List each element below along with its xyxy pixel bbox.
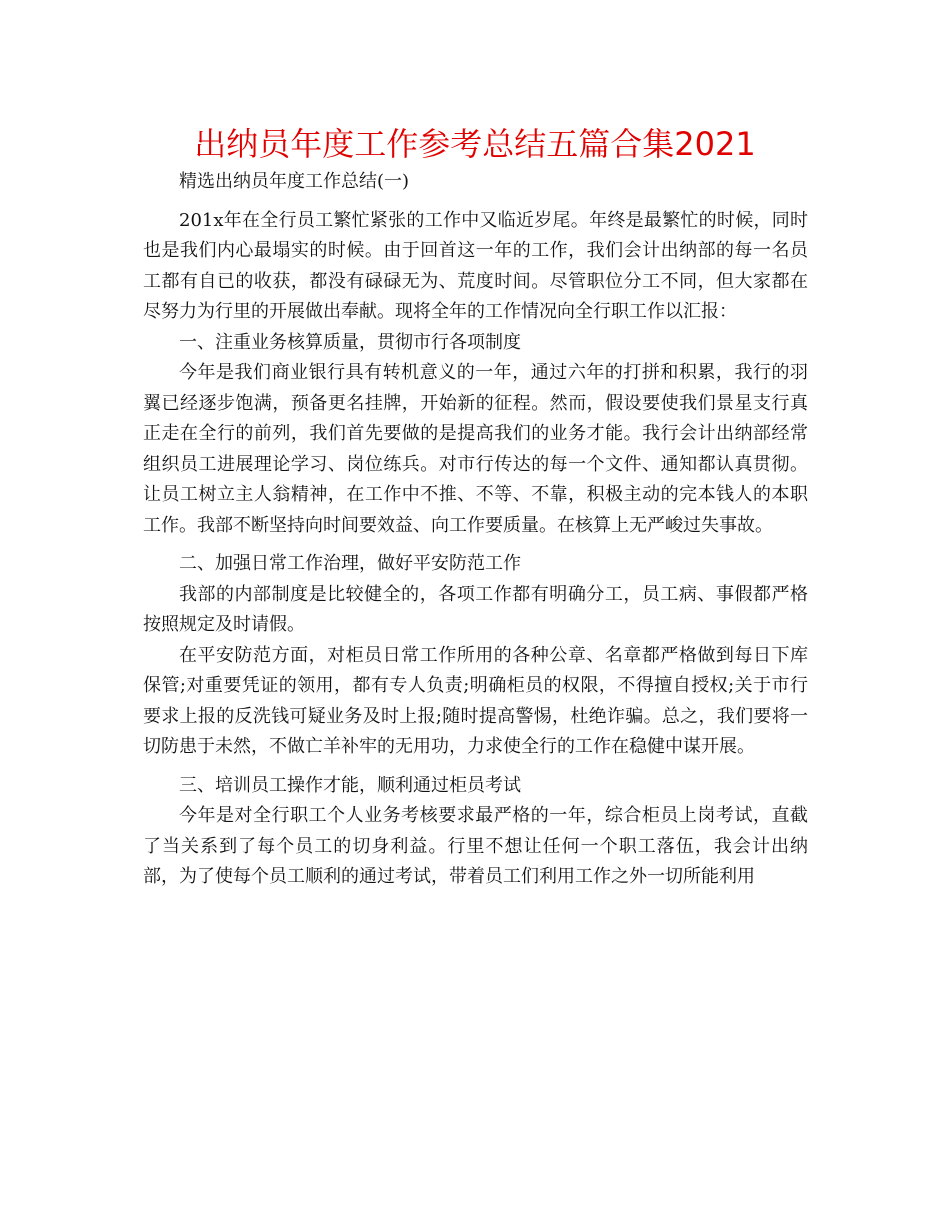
document-body xyxy=(143,167,808,893)
section-1-paragraph: 今年是我们商业银行具有转机意义的一年，通过六年的打拼和积累，我行的羽翼已经逐步饱满，预备更名挂牌，开始新的征程。然而，假设要使我们景星支行真正走在全行的前列，我们首先要做的是提高我们的业务才能。我行会计出纳部经常组织员工进展理论学习、岗位练兵。对市行传达的每一个文件、通知都认真贯彻。让员工树立主人翁精神，在工作中不推、不等、不靠，积极主动的完本钱人的本职工作。我部不断坚持向时间要效益、向工作要质量。在核算上无严峻过失事故。 xyxy=(143,362,808,536)
spacer xyxy=(143,541,808,549)
spacer xyxy=(143,763,808,771)
spacer xyxy=(143,198,808,206)
section-2-paragraph-2: 在平安防范方面，对柜员日常工作所用的各种公章、名章都严格做到每日下库保管;对重要凭证的领用，都有专人负责;明确柜员的权限，不得擅自授权;关于市行要求上报的反洗钱可疑业务及时上报;随时提高警惕，杜绝诈骗。总之，我们要将一切防患于未然，不做亡羊补牢的无用功，力求使全行的工作在稳健中谋开展。 xyxy=(143,644,808,757)
section-2-paragraph-1: 我部的内部制度是比较健全的，各项工作都有明确分工，员工病、事假都严格按照规定及时请假。 xyxy=(143,583,808,635)
section-3-heading: 三、培训员工操作才能，顺利通过柜员考试 xyxy=(179,774,521,796)
section-3-paragraph: 今年是对全行职工个人业务考核要求最严格的一年，综合柜员上岗考试，直截了当关系到了每个员工的切身利益。行里不想让任何一个职工落伍，我会计出纳部，为了使每个员工顺利的通过考试，带着员工们利用工作之外一切所能利用 xyxy=(143,805,808,887)
intro-paragraph: 201x年在全行员工繁忙紧张的工作中又临近岁尾。年终是最繁忙的时候，同时也是我们内心最塌实的时候。由于回首这一年的工作，我们会计出纳部的每一名员工都有自已的收获，都没有碌碌无为、荒度时间。尽管职位分工不同，但大家都在尽努力为行里的开展做出奉献。现将全年的工作情况向全行职工作以汇报： xyxy=(143,209,808,322)
document-title: 出纳员年度工作参考总结五篇合集2021 xyxy=(194,125,756,163)
section-2-heading: 二、加强日常工作治理，做好平安防范工作 xyxy=(179,553,521,574)
section-1-heading: 一、注重业务核算质量，贯彻市行各项制度 xyxy=(179,331,521,353)
document-subtitle: 精选出纳员年度工作总结(一) xyxy=(179,171,410,192)
